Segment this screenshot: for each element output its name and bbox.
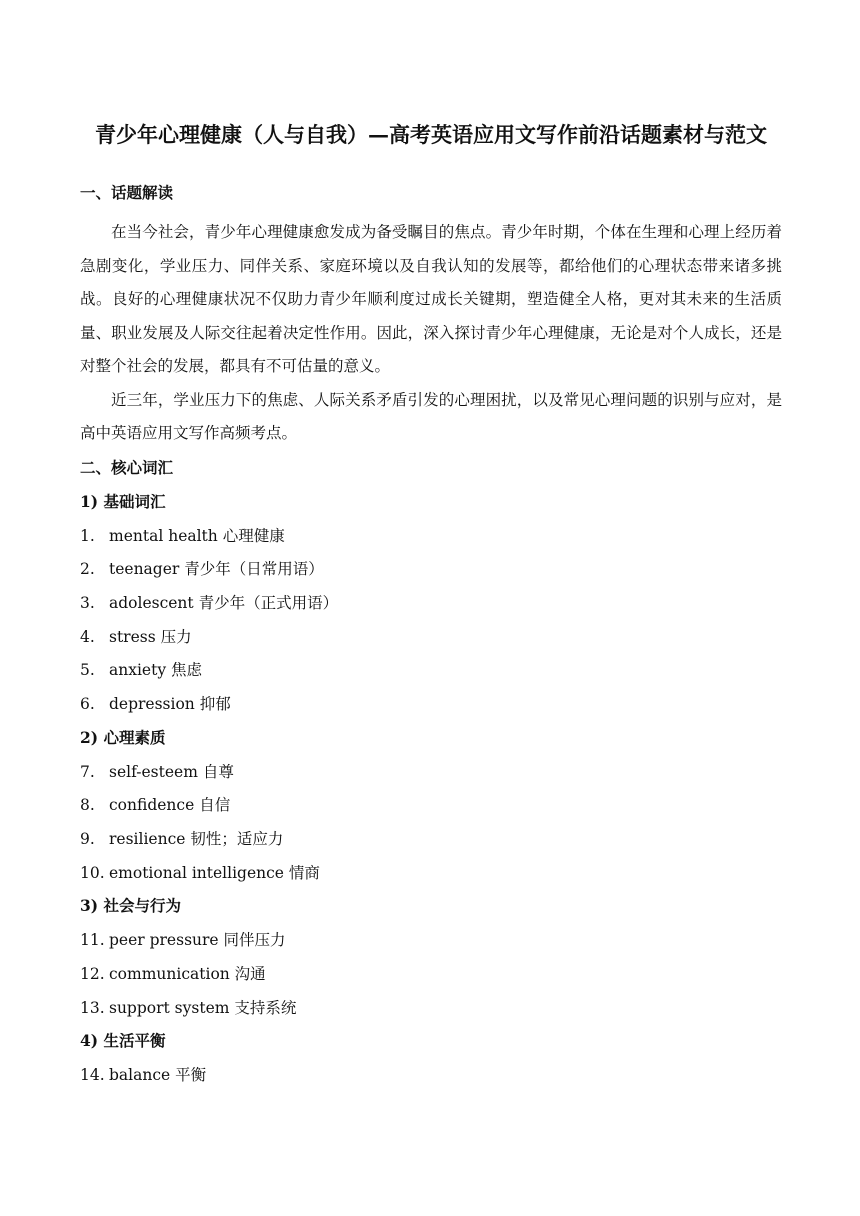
vocab-group: [80, 1030, 782, 1086]
vocab-item: [80, 1064, 782, 1086]
vocab-item: [80, 592, 782, 614]
vocab-number: 11.: [80, 931, 105, 950]
section-heading: 二、核心词汇: [80, 457, 174, 477]
vocab-term: balance 平衡: [109, 1066, 207, 1085]
vocab-item: [80, 963, 782, 985]
vocab-number: 10.: [80, 863, 105, 882]
vocab-term: support system 支持系统: [109, 998, 297, 1017]
vocab-term: stress 压力: [109, 627, 192, 646]
vocab-list: [80, 761, 782, 884]
vocab-item: [80, 929, 782, 951]
section-topic-interpretation: [80, 182, 782, 451]
vocab-item: [80, 558, 782, 580]
vocab-list: [80, 525, 782, 715]
vocab-group-heading: 3) 社会与行为: [80, 896, 182, 916]
vocab-term: resilience 韧性；适应力: [109, 830, 284, 848]
vocab-item: [80, 828, 782, 850]
vocab-item: [80, 693, 782, 715]
vocab-term: peer pressure 同伴压力: [109, 931, 286, 950]
vocab-term: communication 沟通: [109, 965, 266, 984]
vocab-item: [80, 761, 782, 783]
vocab-item: [80, 626, 782, 648]
vocab-number: 14.: [80, 1066, 105, 1085]
vocab-number: 12.: [80, 965, 105, 984]
vocab-term: mental health 心理健康: [109, 526, 285, 545]
vocab-term: teenager 青少年（日常用语）: [109, 560, 324, 579]
vocab-number: 3.: [80, 593, 95, 612]
vocab-term: confidence 自信: [109, 796, 231, 815]
paragraph: 近三年，学业压力下的焦虑、人际关系矛盾引发的心理困扰，以及常见心理问题的识别与应对，是高中英语应用文写作高频考点。: [80, 390, 782, 442]
vocab-group: [80, 727, 782, 884]
vocab-term: self-esteem 自尊: [109, 762, 234, 781]
vocab-item: [80, 659, 782, 681]
vocab-number: 13.: [80, 998, 105, 1017]
vocab-term: depression 抑郁: [109, 694, 231, 713]
vocab-group: [80, 895, 782, 1018]
vocab-number: 4.: [80, 627, 95, 646]
vocab-group-heading: 4) 生活平衡: [80, 1031, 166, 1051]
vocab-number: 5.: [80, 661, 95, 680]
vocab-group: [80, 491, 782, 715]
paragraph: 在当今社会，青少年心理健康愈发成为备受瞩目的焦点。青少年时期，个体在生理和心理上经历着急剧变化，学业压力、同伴关系、家庭环境以及自我认知的发展等，都给他们的心理状态带来诸多挑战。良好的心理健康状况不仅助力青少年顺利度过成长关键期，塑造健全人格，更对其未来的生活质量、职业发展及人际交往起着决定性作用。因此，深入探讨青少年心理健康，无论是对个人成长，还是对整个社会的发展，都具有不可估量的意义。: [80, 223, 782, 375]
vocab-list: [80, 929, 782, 1018]
vocab-term: anxiety 焦虑: [109, 661, 203, 680]
vocab-item: [80, 794, 782, 816]
document-title: 青少年心理健康（人与自我）—高考英语应用文写作前沿话题素材与范文: [95, 122, 767, 147]
vocab-number: 6.: [80, 694, 95, 713]
vocab-number: 8.: [80, 796, 95, 815]
vocab-group-heading: 1) 基础词汇: [80, 491, 166, 511]
vocab-term: adolescent 青少年（正式用语）: [109, 593, 339, 612]
vocab-number: 7.: [80, 762, 95, 781]
vocab-number: 1.: [80, 526, 95, 545]
vocab-group-heading: 2) 心理素质: [80, 727, 166, 747]
vocab-term: emotional intelligence 情商: [109, 863, 320, 882]
section-heading: 一、话题解读: [80, 183, 174, 202]
vocab-list: [80, 1064, 782, 1086]
vocab-item: [80, 997, 782, 1019]
vocab-item: [80, 525, 782, 547]
section-core-vocabulary: [80, 457, 782, 1087]
vocab-number: 2.: [80, 560, 95, 579]
vocab-item: [80, 862, 782, 884]
vocab-number: 9.: [80, 830, 95, 848]
